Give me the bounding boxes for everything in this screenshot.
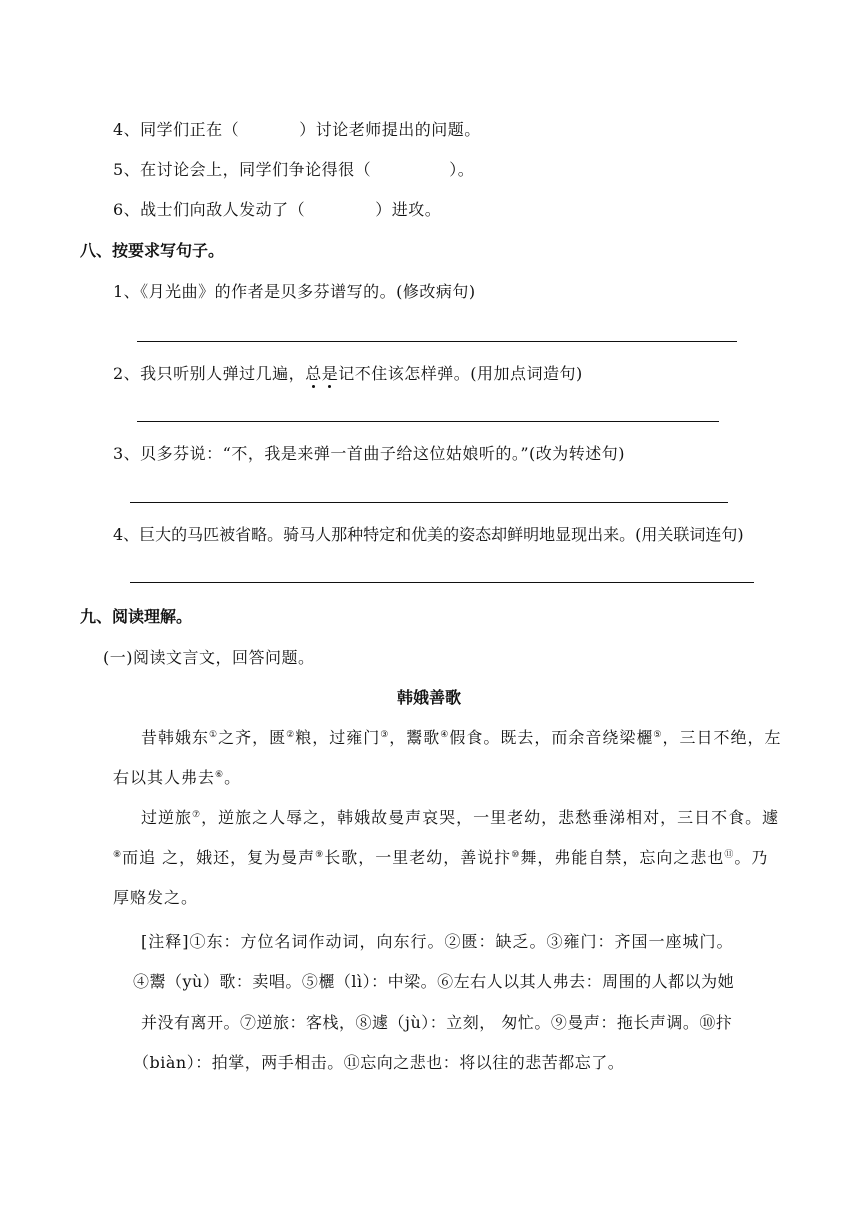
section-8-question-3: 3、贝多芬说：“不，我是来弹一首曲子给这位姑娘听的。”(改为转述句) <box>113 444 626 463</box>
q2-dotted-word-1: 总 <box>305 364 322 383</box>
note-marker: ⑤ <box>653 730 663 740</box>
note-marker: ④ <box>440 730 450 740</box>
annotation-line-3: 并没有离开。⑦逆旅：客栈，⑧遽（jù）：立刻， 匆忙。⑨曼声：拖长声调。⑩抃 <box>141 1013 733 1032</box>
answer-line-3[interactable] <box>130 502 728 503</box>
p1-text: ，鬻歌 <box>389 728 441 747</box>
section-8-title: 八、按要求写句子。 <box>80 241 225 260</box>
p1-text: ，三日不绝，左 <box>662 728 782 747</box>
note-marker: ⑩ <box>511 850 521 860</box>
item-4-text-post: ）讨论老师提出的问题。 <box>299 120 481 139</box>
p1-text: 粮，过雍门 <box>295 728 381 747</box>
p1-text: 假食。既去，而余音绕梁欐 <box>449 728 654 747</box>
p2-text: 舞，弗能自禁，忘向之悲也 <box>520 848 725 867</box>
item-4-text-pre: 4、同学们正在（ <box>113 120 240 139</box>
article-paragraph-2-line-3: 厚赂发之。 <box>113 888 199 907</box>
note-marker: ③ <box>380 730 390 740</box>
section-8-question-4: 4、巨大的马匹被省略。骑马人那种特定和优美的姿态却鲜明地显现出来。(用关联词连句) <box>113 525 744 544</box>
p1-text: 右以其人弗去 <box>113 768 216 787</box>
note-marker: ⑧ <box>113 850 123 860</box>
q2-text-pre: 2、我只听别人弹过几遍， <box>113 364 306 383</box>
p1-text: 昔韩娥东 <box>141 728 210 747</box>
p2-text: 长歌，一里老幼，善说抃 <box>324 848 512 867</box>
note-marker: ② <box>286 730 296 740</box>
article-paragraph-2-line-2 <box>113 847 768 869</box>
note-marker: ⑨ <box>315 850 325 860</box>
article-paragraph-1-line-2 <box>113 767 241 789</box>
item-5-text-pre: 5、在讨论会上，同学们争论得很（ <box>113 160 372 179</box>
fill-blank-item-5 <box>113 159 474 181</box>
answer-line-4[interactable] <box>130 582 754 583</box>
p2-text: 过逆旅 <box>141 808 193 827</box>
q2-dotted-word-2: 是 <box>321 364 339 383</box>
note-marker: ① <box>209 730 219 740</box>
annotation-line-4: （biàn）：拍掌，两手相击。⑪忘向之悲也：将以往的悲苦都忘了。 <box>133 1053 625 1072</box>
item-6-text-pre: 6、战士们向敌人发动了（ <box>113 200 306 219</box>
p2-text: 。乃 <box>734 848 769 867</box>
p1-text: 之齐，匮 <box>218 728 287 747</box>
article-paragraph-1-line-1 <box>141 727 781 749</box>
section-9-title: 九、阅读理解。 <box>80 607 193 626</box>
p2-text: 而追 之，娥还，复为曼声 <box>122 848 316 867</box>
section-9-subtitle: (一)阅读文言文，回答问题。 <box>103 648 315 667</box>
item-6-text-post: ）进攻。 <box>375 200 442 219</box>
note-marker: ⑥ <box>215 770 225 780</box>
article-paragraph-2-line-1 <box>141 807 779 829</box>
p2-text: ，逆旅之人辱之，韩娥故曼声哀哭，一里老幼，悲愁垂涕相对，三日不食。遽 <box>201 808 780 827</box>
answer-line-2[interactable] <box>137 421 719 422</box>
note-marker: ⑪ <box>724 850 735 860</box>
annotation-line-1: [注释]①东：方位名词作动词，向东行。②匮：缺乏。③雍门：齐国一座城门。 <box>141 932 734 951</box>
section-8-question-2 <box>113 363 583 385</box>
answer-line-1[interactable] <box>137 341 737 342</box>
fill-blank-item-6 <box>113 199 441 221</box>
p1-text: 。 <box>224 768 242 787</box>
q2-text-post: 记不住该怎样弹。(用加点词造句) <box>338 364 583 383</box>
note-marker: ⑦ <box>192 810 202 820</box>
section-8-question-1: 1、《月光曲》的作者是贝多芬谱写的。(修改病句) <box>113 282 476 301</box>
item-5-text-post: ）。 <box>449 160 475 179</box>
annotation-line-2: ④鬻（yù）歌：卖唱。⑤欐（lì）：中梁。⑥左右人以其人弗去：周围的人都以为她 <box>133 972 735 991</box>
fill-blank-item-4 <box>113 119 481 141</box>
article-title: 韩娥善歌 <box>397 688 462 707</box>
